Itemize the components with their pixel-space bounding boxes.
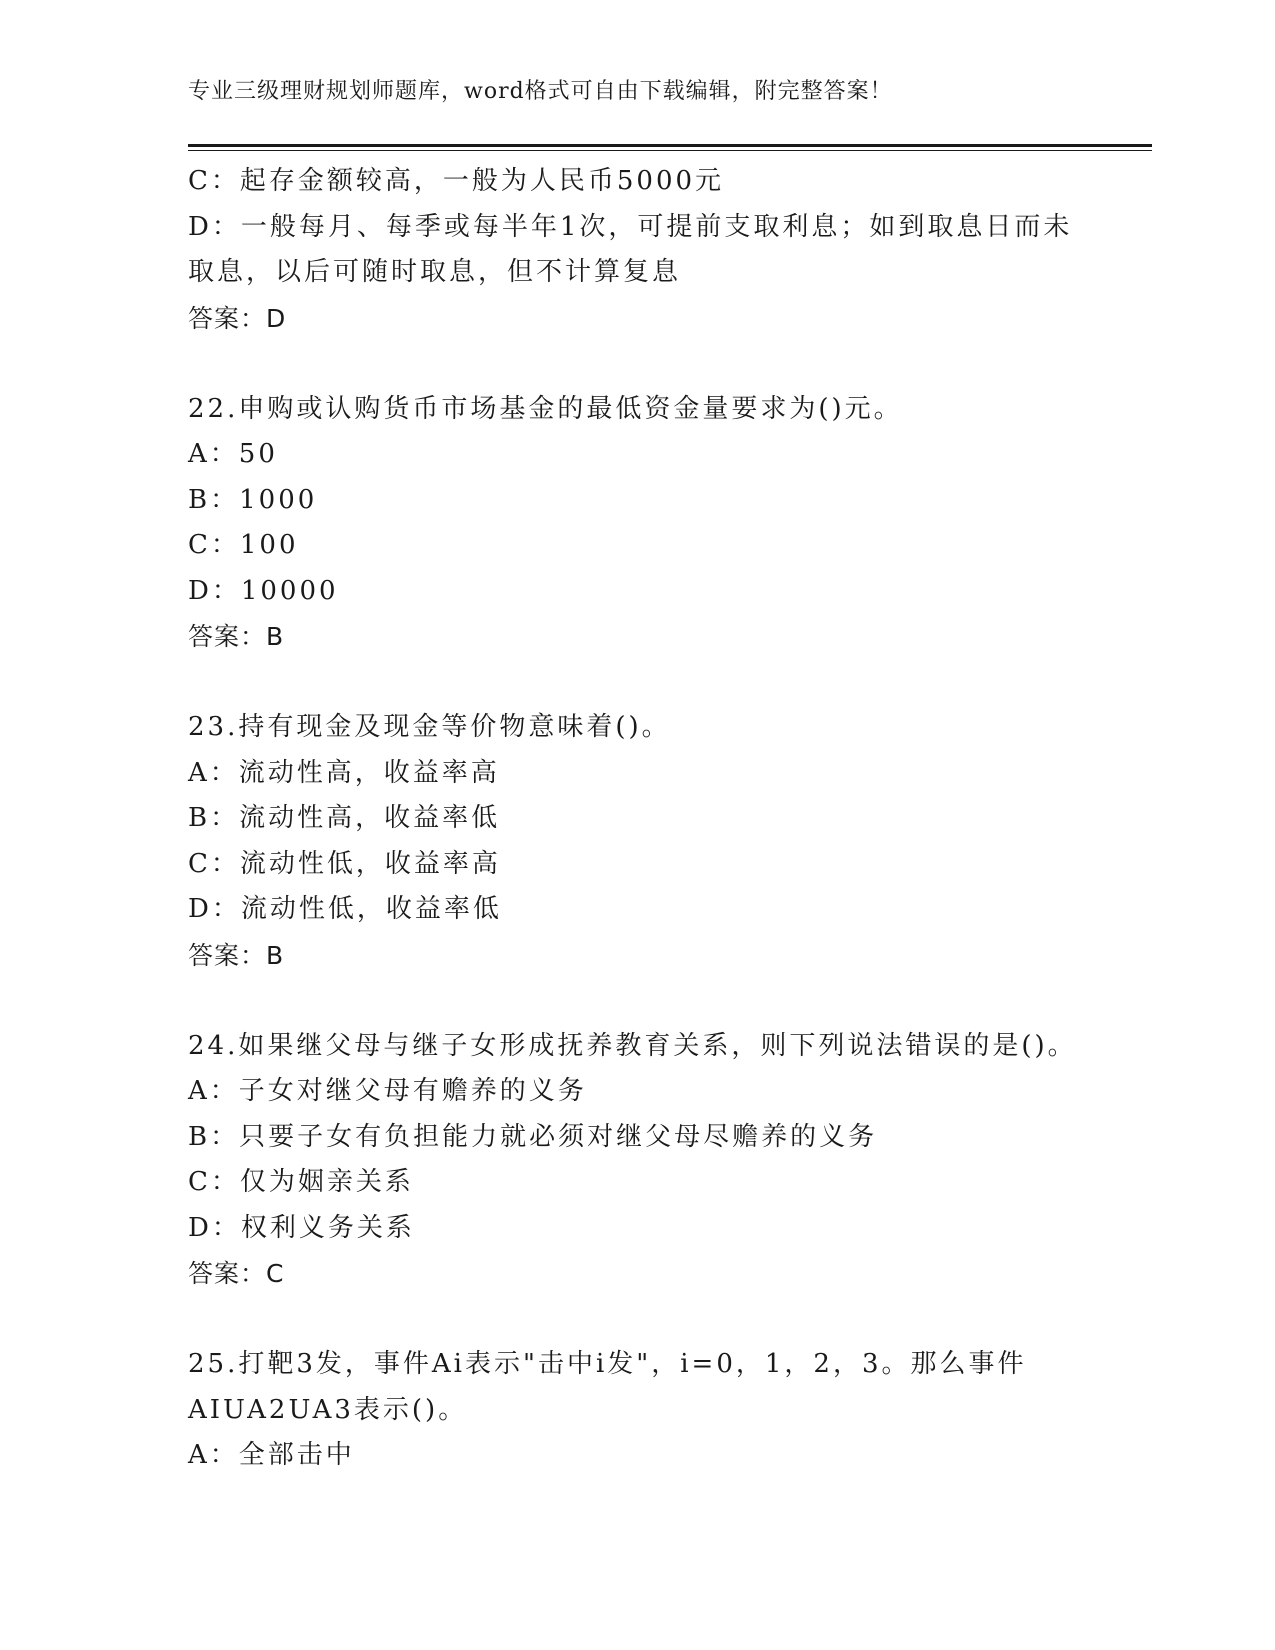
answer: 答案：D: [188, 303, 287, 333]
page-header: 专业三级理财规划师题库，word格式可自由下载编辑，附完整答案！: [188, 79, 893, 104]
question-24: [188, 1024, 1088, 1297]
option-a: A：50: [188, 439, 278, 469]
option-c: C：起存金额较高，一般为人民币5000元: [188, 166, 725, 196]
option-c: C：流动性低，收益率高: [188, 848, 501, 879]
option-a: A：全部击中: [188, 1440, 355, 1470]
question-21-continued: [188, 159, 1088, 341]
question-stem-continued: AIUA2UA3表示()。: [188, 1394, 468, 1425]
question-stem: 24.如果继父母与继子女形成抚养教育关系，则下列说法错误的是()。: [188, 1030, 1077, 1061]
answer: 答案：B: [188, 940, 285, 970]
question-22: [188, 387, 1088, 660]
question-23: [188, 705, 1088, 978]
option-d: D：一般每月、每季或每半年1次，可提前支取利息；如到取息日而未: [188, 211, 1073, 242]
header-divider-thin: [188, 150, 1152, 151]
option-d-continued: 取息，以后可随时取息，但不计算复息: [188, 257, 682, 287]
question-stem: 23.持有现金及现金等价物意味着()。: [188, 712, 671, 742]
question-stem: 22.申购或认购货币市场基金的最低资金量要求为()元。: [188, 393, 903, 424]
spacer: [188, 1297, 1088, 1343]
option-b: B：只要子女有负担能力就必须对继父母尽赡养的义务: [188, 1121, 878, 1152]
answer: 答案：B: [188, 622, 285, 651]
option-d: D：10000: [188, 575, 339, 606]
question-25: [188, 1342, 1088, 1479]
option-c: C：仅为姻亲关系: [188, 1167, 414, 1197]
option-b: B：流动性高，收益率低: [188, 803, 501, 833]
answer: 答案：C: [188, 1259, 285, 1288]
spacer: [188, 341, 1088, 387]
option-a: A：子女对继父母有赡养的义务: [188, 1076, 587, 1106]
spacer: [188, 978, 1088, 1024]
option-a: A：流动性高，收益率高: [188, 757, 500, 788]
spacer: [188, 660, 1088, 706]
question-list: [188, 159, 1088, 1479]
option-c: C：100: [188, 530, 299, 560]
option-d: D：权利义务关系: [188, 1212, 415, 1243]
option-d: D：流动性低，收益率低: [188, 894, 502, 924]
header-divider-thick: [188, 144, 1152, 147]
question-stem: 25.打靶3发，事件Ai表示"击中i发"，i=0，1，2，3。那么事件: [188, 1349, 1027, 1379]
option-b: B：1000: [188, 484, 318, 515]
